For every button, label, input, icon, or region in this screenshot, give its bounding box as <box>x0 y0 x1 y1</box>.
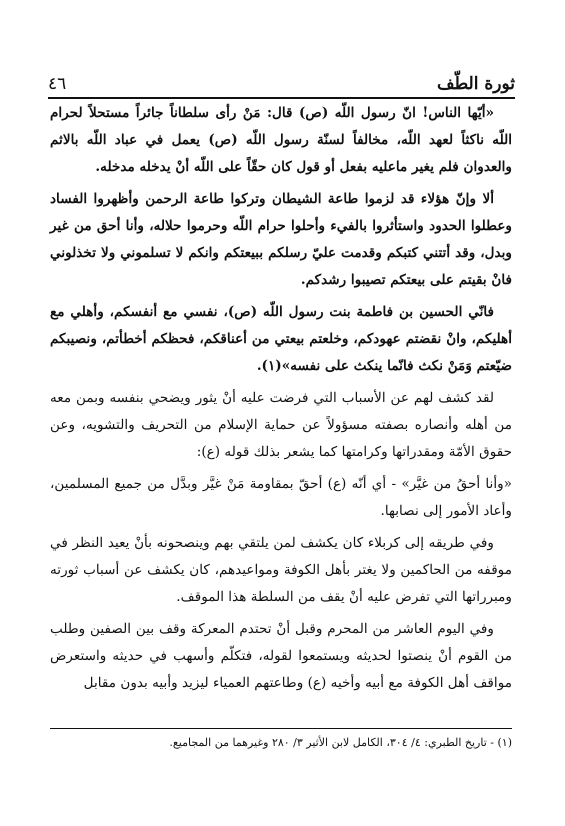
paragraph-6: وفي طريقه إلى كربلاء كان يكشف لمن يلتقي بهم وينصحونه بأنْ يعيد النظر في موقفه من الحاكمين ولا يغتر بأهل الكوفة ومواعيدهم، كان يكشف عن أسباب ثورته ومبرراتها التي تفرض عليه أنْ يقف من السلطة هذا الموقف. <box>50 535 512 605</box>
running-title: ثورة الطّف <box>437 74 515 94</box>
paragraph-3: فانّي الحسين بن فاطمة بنت رسول اللّه (ص)، نفسي مع أنفسكم، وأهلي مع أهليكم، وانْ نقضتم عهودكم، وخلعتم بيعتي من أعناقكم، فحظكم أخطأتم، ونصيبكم ضيّعتم وَمَنْ نكث فانّما ينكث على نفسه»(١). <box>50 304 512 374</box>
paragraph-7: وفي اليوم العاشر من المحرم وقبل أنْ تحتدم المعركة وقف بين الصفين وطلب من القوم أنْ ينصتوا لحديثه ويستمعوا لقوله، فتكلّم وأسهب في حديثه واستعرض مواقف أهل الكوفة مع أبيه وأخيه (ع) وطاعتهم العمياء ليزيد وأبيه بدون مقابل <box>50 621 512 691</box>
paragraph-4: لقد كشف لهم عن الأسباب التي فرضت عليه أنْ يثور ويضحي بنفسه وبمن معه من أهله وأنصاره بصفته مسؤولاً عن حماية الإسلام من التحريف والتشويه، وعن حقوق الأمّة ومقدراتها وكرامتها كما يشعر بذلك قوله (ع): <box>50 390 512 460</box>
running-header <box>48 62 515 99</box>
paragraph-2: ألا وإنّ هؤلاء قد لزموا طاعة الشيطان وتركوا طاعة الرحمن وأظهروا الفساد وعطلوا الحدود واستأثروا بالفيء وأحلوا حرام اللّه وحرموا حلاله، وأنا أحق من غير وبدل، وقد أتتني كتبكم وقدمت عليّ رسلكم ببيعتكم وانكم لا تسلموني ولا تخذلوني فانْ بقيتم على بيعتكم تصيبوا رشدكم. <box>50 191 512 288</box>
main-text <box>50 100 512 702</box>
paragraph-5: «وأنا أحقُ من غيَّر» - أي أنّه (ع) أحقّ بمقاومة مَنْ غيَّر وبدَّل من جميع المسلمين، وأعاد الأمور إلى نصابها. <box>50 476 512 519</box>
footnote: (١) - تاريخ الطبري: ٤/ ٣٠٤، الكامل لابن الأثير ٣/ ٢٨٠ وغيرهما من المجاميع. <box>169 736 512 749</box>
paragraph-1: «أيّها الناس! انّ رسول اللّه (ص) قال: مَنْ رأى سلطاناً جائراً مستحلاً لحرام اللّه ناكثاً لعهد اللّه، مخالفاً لسنّة رسول اللّه (ص) يعمل في عباد اللّه بالاثم والعدوان فلم يغير ماعليه بفعل أو قول كان حقّاً على اللّه أنْ يدخله مدخله. <box>50 105 512 175</box>
footnote-separator <box>50 728 512 729</box>
page-number: ٤٦ <box>48 74 67 94</box>
